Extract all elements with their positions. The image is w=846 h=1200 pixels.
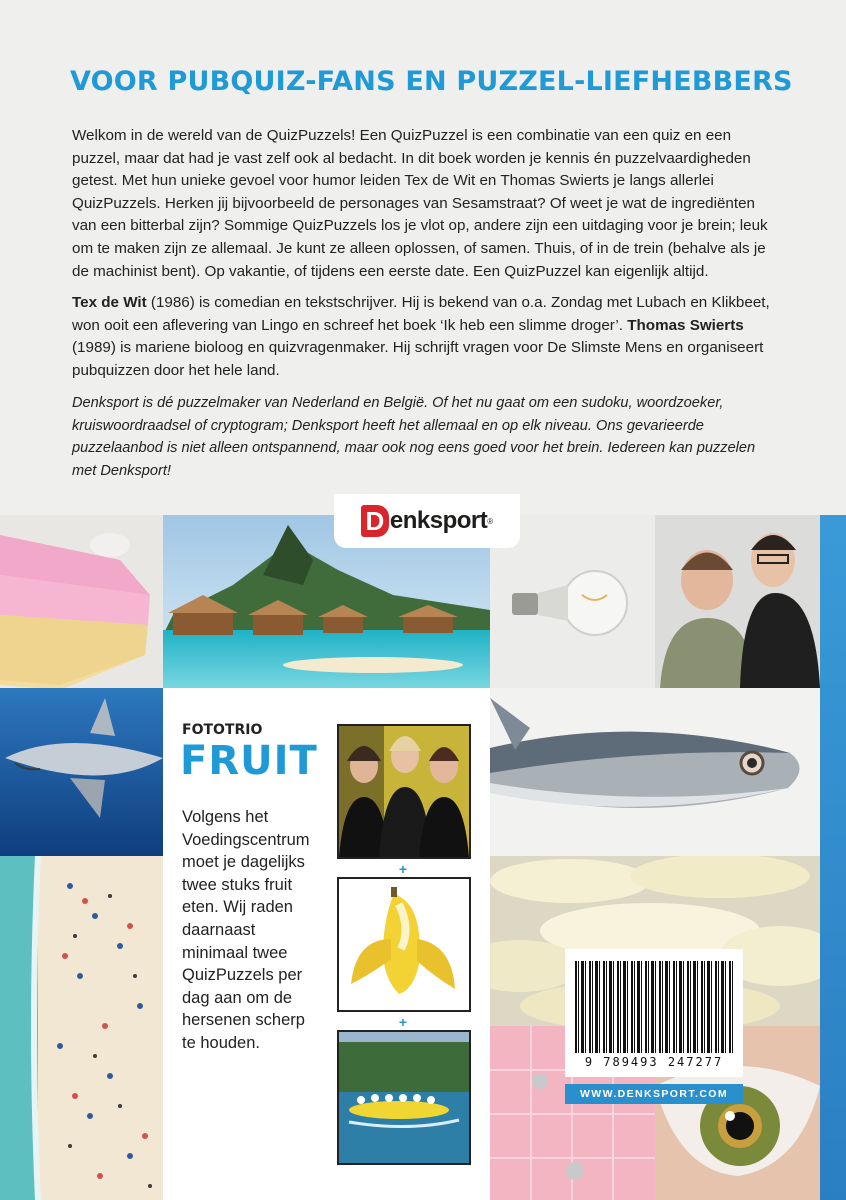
isbn-number: 9 789493 247277 — [584, 1055, 724, 1069]
denksport-logo — [334, 494, 520, 548]
publisher-note: Denksport is dé puzzelmaker van Nederland en België. Of het nu gaat om een sudoku, woordzoeker, kruiswoordraadsel of cryptogram; Denksport heeft het allemaal en op elk niveau. Ons gevarieerde puzzelaanbod is niet alleen ontspannend, maar ook nog eens goed voor het brein. Iedereen kan puzzelen met Denksport! — [72, 395, 756, 479]
herring-photo — [490, 688, 820, 856]
authors-photo — [655, 515, 820, 688]
fototrio-text: Volgens het Voedingscentrum moet je dagelijks twee stuks fruit eten. Wij raden daarnaast minimaal twee QuizPuzzels per dag aan om de hersenen scherp te houden. — [182, 808, 310, 1052]
barcode — [565, 949, 743, 1077]
logo-text: enksport — [389, 507, 488, 534]
author-tex-bio: (1986) is comedian en tekstschrijver. Hij is bekend van o.a. Zondag met Lubach en Klikbeet, won ooit een aflevering van Lingo en schreef het boek ‘Ik heb een slimme droger’. — [72, 294, 770, 334]
website-url[interactable]: WWW.DENKSPORT.COM — [565, 1084, 743, 1104]
plus-sign-2: + — [398, 1014, 408, 1030]
plus-sign-1: + — [398, 861, 408, 877]
banana-boat-photo — [337, 1030, 471, 1165]
shark-photo — [0, 688, 163, 856]
logo-mark: ® — [487, 516, 494, 526]
band-photo — [337, 724, 471, 859]
edge-strip — [820, 515, 846, 1200]
author-tex-name: Tex de Wit — [72, 294, 147, 311]
text-section — [0, 0, 846, 515]
author-thomas-bio: (1989) is mariene bioloog en quizvragenmaker. Hij schrijft vragen voor De Slimste Mens en organiseert pubquizzen door het hele land. — [72, 339, 764, 379]
logo-initial: D — [361, 505, 389, 537]
intro-paragraph: Welkom in de wereld van de QuizPuzzels! Een QuizPuzzel is een combinatie van een quiz en een puzzel, maar dat had je vast zelf ook al bedacht. In dit boek worden je kennis én puzzelvaardigheden getest. Met hun unieke gevoel voor humor leiden Tex de Wit en Thomas Swierts je langs allerlei QuizPuzzels. Herken jij bijvoorbeeld de personages van Sesamstraat? Of weet je wat de ingrediënten van een bitterbal zijn? Sommige QuizPuzzels los je vlot op, andere zijn een uitdaging voor je brein; leuk om te maken zijn ze allemaal. Je kunt ze alleen oplossen, of samen. Thuis, of in de trein (behalve als je de machinist bent). Op vakantie, of tijdens een eerste date. Een QuizPuzzel kan eigenlijk altijd. — [72, 127, 768, 280]
fototrio-title: FRUIT — [180, 738, 318, 784]
beach-photo — [0, 856, 163, 1200]
headline: VOOR PUBQUIZ-FANS EN PUZZEL-LIEFHEBBERS — [70, 66, 793, 97]
author-thomas-name: Thomas Swierts — [627, 316, 744, 334]
cake-photo — [0, 515, 163, 688]
barcode-bars — [575, 961, 733, 1053]
banana-photo — [337, 877, 471, 1012]
authors-paragraph — [72, 292, 778, 382]
fototrio-label: FOTOTRIO — [182, 722, 263, 738]
